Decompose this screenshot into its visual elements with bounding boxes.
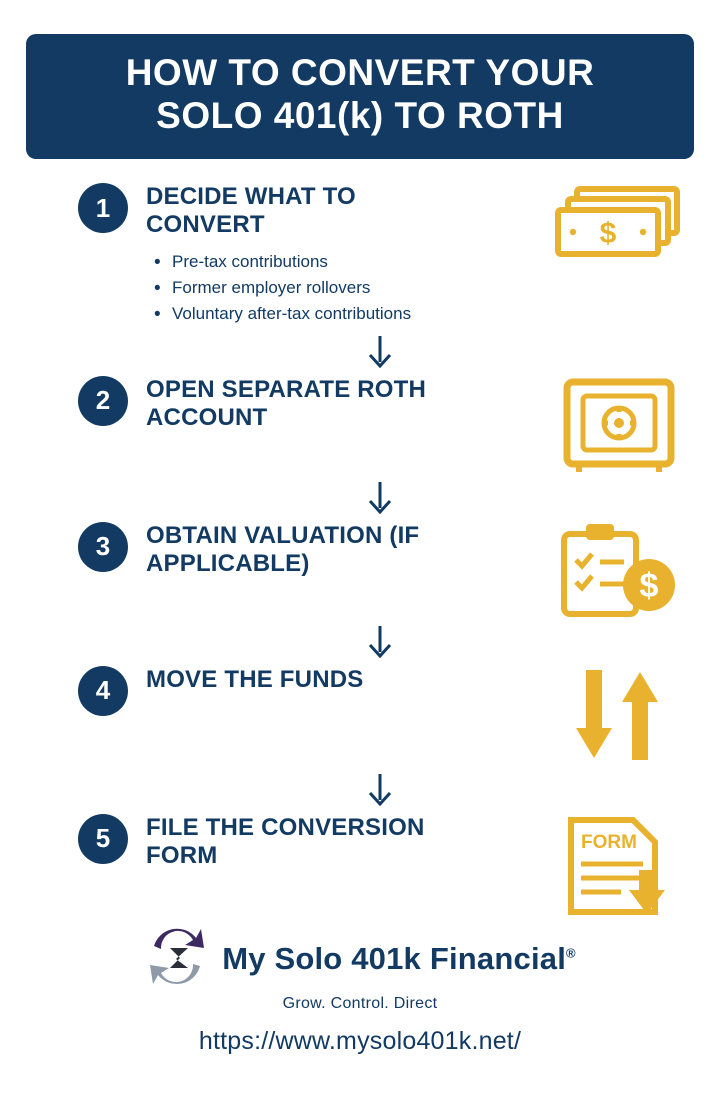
- step-title: MOVE THE FUNDS: [146, 665, 364, 693]
- step-title: DECIDE WHAT TO CONVERT: [146, 183, 356, 238]
- brand-tagline: Grow. Control. Direct: [282, 994, 438, 1012]
- connector-arrow: [26, 334, 694, 370]
- page-title-line-1: HOW TO CONVERT YOUR: [125, 52, 595, 93]
- arrow-down-icon: [363, 624, 397, 660]
- connector-arrow: [26, 480, 694, 516]
- step-number-badge: 4: [78, 666, 128, 716]
- step-bullet-list: [146, 249, 544, 328]
- step-number-badge: 2: [78, 376, 128, 426]
- connector-arrow: [26, 772, 694, 808]
- step-number-badge: 5: [78, 814, 128, 864]
- svg-text:FORM: FORM: [581, 831, 637, 853]
- step-content: [128, 181, 544, 328]
- brand-name-part2: Financial: [429, 941, 567, 977]
- step-item: [26, 664, 694, 766]
- brand-lockup: [26, 926, 694, 993]
- step-item: [26, 181, 694, 328]
- website-url[interactable]: https://www.mysolo401k.net/: [198, 1026, 522, 1055]
- step-content: [128, 520, 544, 578]
- form-download-icon: [544, 812, 694, 918]
- arrow-down-icon: [363, 334, 397, 370]
- steps-list: [26, 181, 694, 918]
- step-title: OBTAIN VALUATION (IF APPLICABLE): [146, 521, 420, 577]
- step-item: [26, 812, 694, 918]
- step-content: [128, 374, 544, 432]
- step-item: [26, 374, 694, 474]
- brand-name-part1: My Solo 401k: [222, 941, 422, 977]
- header-banner: [26, 34, 694, 159]
- arrow-down-icon: [363, 772, 397, 808]
- clipboard-dollar-icon: [544, 520, 694, 618]
- my-solo-401k-recycle-logo: [144, 926, 210, 993]
- step-number-badge: 3: [78, 522, 128, 572]
- connector-arrow: [26, 624, 694, 660]
- page-title-line-2: SOLO 401(k) TO ROTH: [156, 94, 564, 136]
- step-title: FILE THE CONVERSION FORM: [146, 813, 425, 869]
- brand-name: [222, 941, 576, 977]
- step-content: [128, 812, 544, 870]
- step-title: OPEN SEPARATE ROTH ACCOUNT: [146, 375, 427, 431]
- money-bills-icon: [544, 181, 694, 263]
- svg-text:$: $: [599, 217, 616, 251]
- list-item: • Pre-tax contributions: [146, 249, 544, 275]
- step-number-badge: 1: [78, 183, 128, 233]
- transfer-arrows-icon: [544, 664, 694, 766]
- footer: [26, 926, 694, 1056]
- step-item: [26, 520, 694, 618]
- step-content: [128, 664, 544, 694]
- list-item: • Voluntary after-tax contributions: [146, 301, 544, 327]
- registered-mark: ®: [566, 945, 576, 961]
- list-item: • Former employer rollovers: [146, 275, 544, 301]
- arrow-down-icon: [363, 480, 397, 516]
- infographic-page: [0, 34, 720, 1114]
- safe-vault-icon: [544, 374, 694, 474]
- svg-text:$: $: [639, 566, 659, 605]
